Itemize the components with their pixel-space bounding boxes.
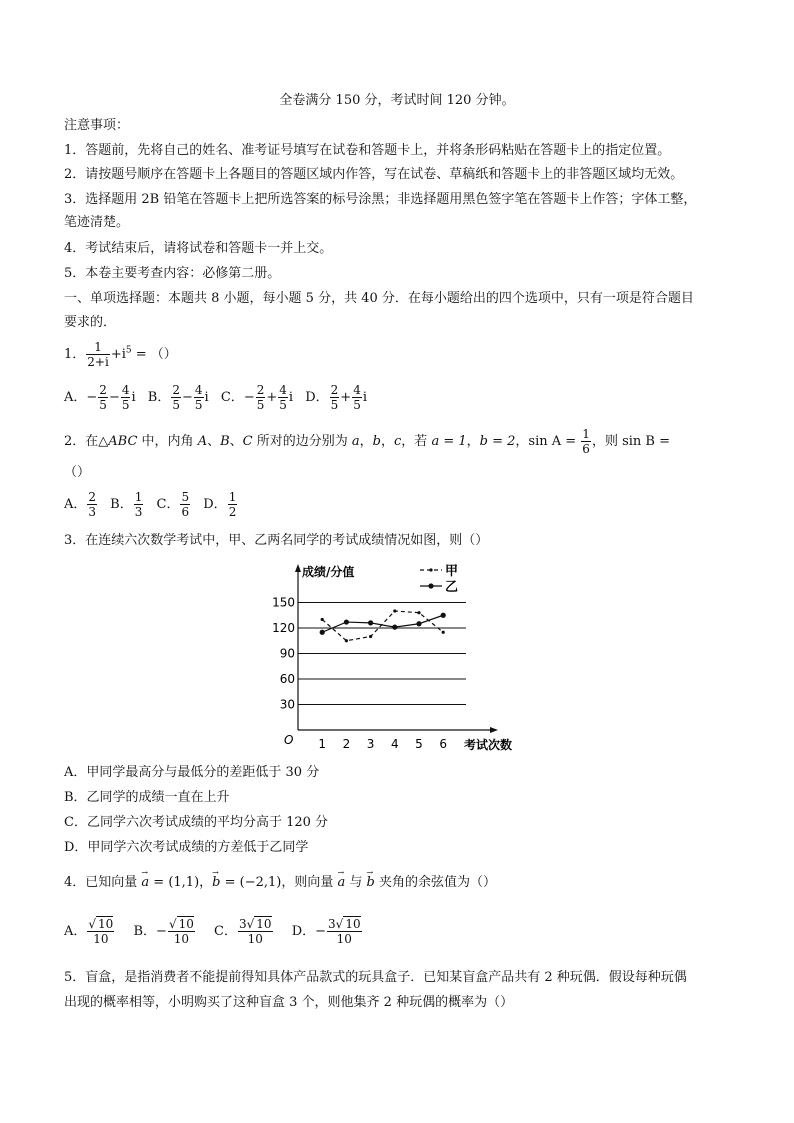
q2-option-d: D． $\frac{1}{2}$: [203, 490, 237, 519]
notes-title: 注意事项：: [64, 118, 130, 133]
legend-label-乙: 乙: [445, 580, 459, 595]
q2-options: [64, 490, 246, 519]
q3-option-d: D．甲同学六次考试成绩的方差低于乙同学: [64, 840, 309, 855]
data-point-乙-3: [368, 620, 373, 625]
y-axis-arrow: [295, 564, 301, 572]
chart-legend: [420, 564, 458, 595]
note-item-1: 1．答题前，先将自己的姓名、准考证号填写在试卷和答题卡上，并将条形码粘贴在答题卡上的指定位置。: [64, 143, 671, 158]
data-point-乙-5: [416, 621, 421, 626]
score-line-chart: [270, 560, 530, 760]
series-line-甲: [322, 611, 443, 641]
chart-origin: O: [284, 733, 294, 747]
q1-number: 1．: [64, 347, 86, 362]
data-point-甲-3: [369, 635, 372, 638]
x-tick-label-6: 6: [439, 737, 448, 751]
note-item-3: 3．选择题用 2B 铅笔在答题卡上把所选答案的标号涂黑；非选择题用黑色签字笔在答题卡上作答；字体工整，: [64, 192, 697, 207]
q2-option-a: A． $\frac{2}{3}$: [64, 490, 97, 519]
q4-options: [64, 917, 377, 946]
legend-marker-甲: [429, 568, 432, 571]
question-4: 4．已知向量 → a = (1,1)，→ b = (−2,1)，则向量 → a 与 → b 夹角的余弦值为（）: [64, 874, 496, 892]
chart-x-label: 考试次数: [464, 738, 513, 752]
note-item-3-cont: 笔迹清楚。: [64, 215, 130, 230]
q1-option-c: C．− $\frac{2}{5}$ + $\frac{4}{5}$ i: [220, 383, 294, 412]
data-point-乙-1: [320, 630, 325, 635]
question-5: 5．盲盒，是指消费者不能提前得知具体产品款式的玩具盒子．已知某盲盒产品共有 2 种玩偶．假设每种玩偶: [64, 970, 687, 985]
x-tick-label-4: 4: [390, 737, 399, 751]
data-point-甲-4: [393, 609, 396, 612]
y-tick-label-60: 60: [279, 672, 295, 686]
q1-frac-den: 2+i: [87, 355, 109, 369]
data-point-乙-2: [344, 619, 349, 624]
q1-option-d: D． $\frac{2}{5}$ + $\frac{4}{5}$ i: [305, 383, 368, 412]
question-5-cont: 出现的概率相等，小明购买了这种盲盒 3 个，则他集齐 2 种玩偶的概率为（）: [64, 995, 514, 1010]
q3-option-b: B．乙同学的成绩一直在上升: [64, 790, 230, 805]
section1-instructions-cont: 要求的．: [64, 315, 117, 330]
q4-option-d: D．− $\frac{3√ 10}{10}$: [291, 917, 361, 946]
q4-option-b: B．− $\frac{√ 10}{10}$: [133, 917, 194, 946]
q3-option-c: C．乙同学六次考试成绩的平均分高于 120 分: [64, 815, 329, 830]
q1-option-b: B． $\frac{2}{5}$ − $\frac{4}{5}$ i: [147, 383, 209, 412]
y-tick-label-90: 90: [279, 646, 295, 661]
question-3: 3．在连续六次数学考试中，甲、乙两名同学的考试成绩情况如图，则（）: [64, 533, 489, 548]
q3-option-a: A．甲同学最高分与最低分的差距低于 30 分: [64, 765, 320, 780]
data-point-甲-1: [321, 618, 324, 621]
section1-instructions: 一、单项选择题：本题共 8 小题，每小题 5 分，共 40 分．在每小题给出的四个选项中，只有一项是符合题目: [64, 291, 694, 306]
x-tick-label-5: 5: [415, 737, 423, 751]
data-point-乙-6: [441, 613, 446, 618]
series-line-乙: [322, 615, 443, 632]
q4-option-c: C． $\frac{3√ 10}{10}$: [214, 917, 272, 946]
legend-marker-乙: [428, 583, 433, 588]
q2-option-c: C． $\frac{5}{6}$: [156, 490, 190, 519]
data-point-乙-4: [392, 625, 397, 630]
data-point-甲-2: [345, 639, 348, 642]
q1-option-a: A．− $\frac{2}{5}$ − $\frac{4}{5}$ i: [64, 383, 136, 412]
note-item-2: 2．请按题号顺序在答题卡上各题目的答题区域内作答，写在试卷、草稿纸和答题卡上的非答题区域均无效。: [64, 167, 684, 182]
q4-option-a: A． $\frac{√ 10}{10}$: [64, 917, 114, 946]
x-axis-arrow: [490, 727, 498, 733]
chart-y-label: 成绩/分值: [302, 565, 355, 579]
note-item-4: 4．考试结束后，请将试卷和答题卡一并上交。: [64, 241, 333, 256]
chart-grid: [298, 603, 466, 705]
x-tick-label-2: 2: [342, 737, 351, 751]
data-point-甲-5: [417, 611, 420, 614]
chart-series: [320, 609, 446, 642]
q1-fraction: [86, 340, 110, 369]
q1-eq: = （）: [131, 347, 177, 362]
y-tick-label-120: 120: [272, 621, 295, 635]
exam-header: 全卷满分 150 分，考试时间 120 分钟。: [279, 93, 515, 108]
data-point-甲-6: [442, 631, 445, 634]
note-item-5: 5．本卷主要考查内容：必修第二册。: [64, 266, 281, 281]
q1-options: [64, 383, 375, 412]
x-tick-labels: [318, 737, 447, 751]
question-2: 2．在△ABC 中，内角 A、B、C 所对的边分别为 a，b，c，若 a = 1，b = 2，sin A = $\frac{1}{6}$ ，则 sin B =: [64, 427, 670, 456]
question-1: [64, 340, 177, 369]
x-tick-label-1: 1: [318, 737, 327, 751]
y-tick-label-150: 150: [272, 595, 295, 610]
q1-tail: +i: [110, 347, 126, 362]
q2-option-b: B． $\frac{1}{3}$: [110, 490, 143, 519]
q2-blank: （）: [64, 465, 91, 480]
y-tick-label-30: 30: [279, 697, 295, 712]
x-tick-label-3: 3: [366, 737, 375, 751]
q1-exponent: 5: [125, 345, 132, 356]
legend-label-甲: 甲: [445, 564, 459, 579]
y-tick-labels: [272, 596, 295, 712]
q1-frac-num: 1: [86, 340, 110, 355]
